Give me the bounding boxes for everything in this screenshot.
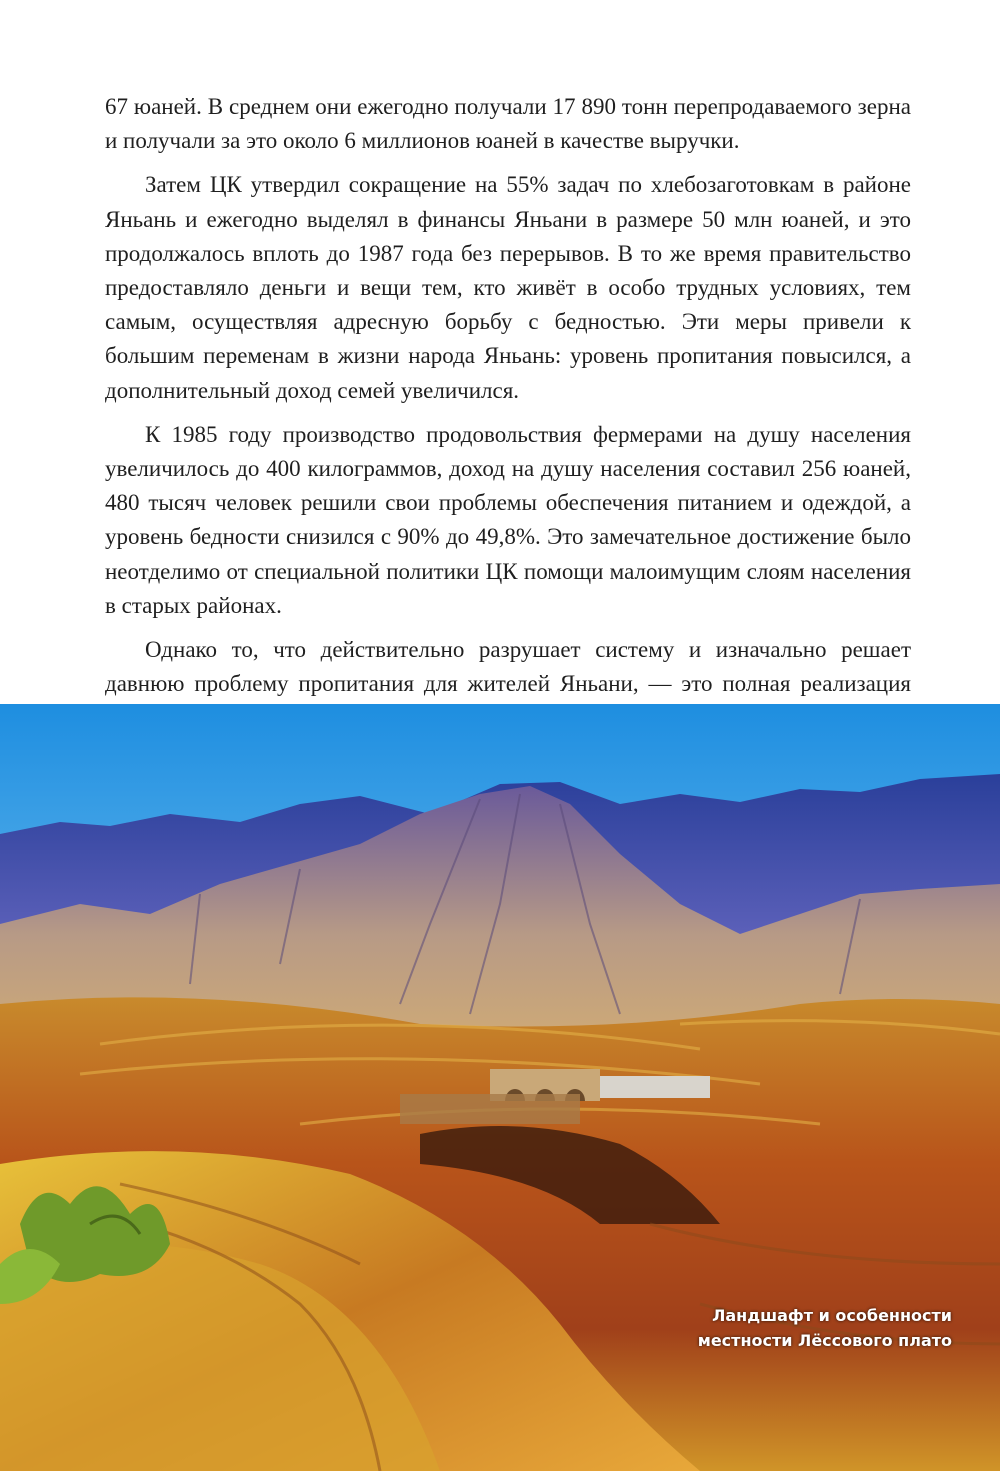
body-text	[105, 90, 911, 746]
paragraph-2: Затем ЦК утвердил сокращение на 55% задач по хлебозаготовкам в районе Яньань и ежегодно выделял в финансы Яньани в размере 50 млн юаней, и это продолжалось вплоть до 1987 года без перерывов. В то же время правительство предоставляло деньги и вещи тем, кто живёт в особо трудных условиях, тем самым, осуществляя адресную борьбу с бедностью. Эти меры привели к большим переменам в жизни народа Яньань: уровень пропитания повысился, а дополнительный доход семей увеличился.	[105, 172, 911, 403]
paragraph-4: Однако то, что действительно разрушает систему и изначально решает давнюю проблему пропитания для жителей Яньани, — это полная реализация	[105, 637, 911, 697]
landscape-illustration	[0, 704, 1000, 1471]
loess-plateau-photo	[0, 704, 1000, 1471]
photo-caption	[652, 1303, 952, 1353]
paragraph-1: 67 юаней. В среднем они ежегодно получали 17 890 тонн перепродаваемого зерна и получали за это около 6 миллионов юаней в качестве выручки.	[105, 94, 911, 154]
caption-line-1: Ландшафт и особенности	[712, 1306, 952, 1325]
caption-line-2: местности Лёссового плато	[697, 1331, 952, 1350]
paragraph-3: К 1985 году производство продовольствия фермерами на душу населения увеличилось до 400 килограммов, доход на душу населения составил 256 юаней, 480 тысяч человек решили свои проблемы обеспечения питанием и одеждой, а уровень бедности снизился с 90% до 49,8%. Это замечательное достижение было неотделимо от специальной политики ЦК помощи малоимущим слоям населения в старых районах.	[105, 421, 911, 618]
